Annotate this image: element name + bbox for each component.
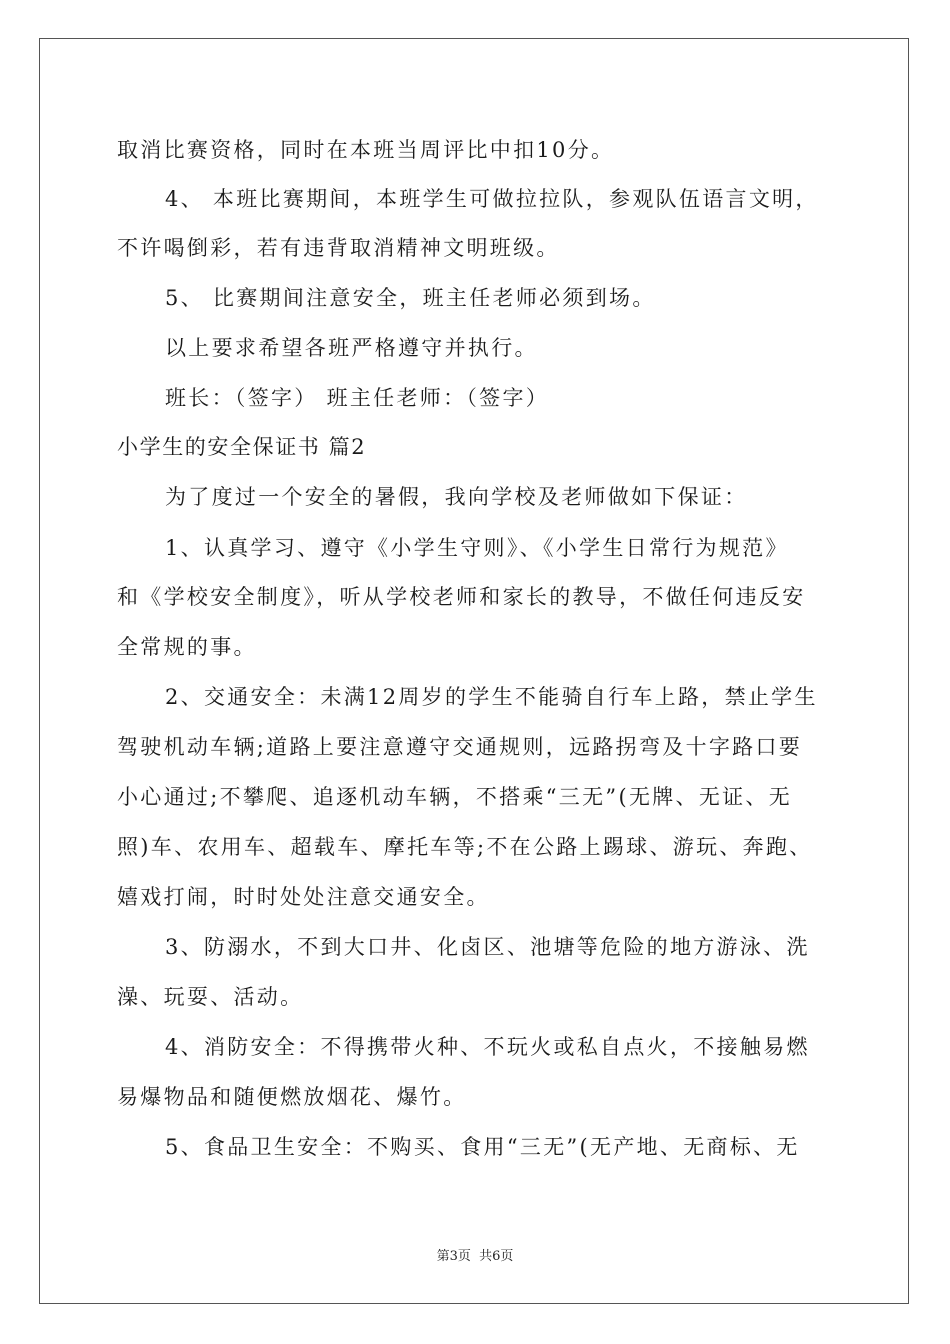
page-border [39, 38, 909, 1304]
text-line: 2、交通安全：未满12周岁的学生不能骑自行车上路，禁止学生 [165, 685, 818, 709]
text-line: 4、消防安全：不得携带火种、不玩火或私自点火，不接触易燃 [165, 1035, 810, 1059]
text-line: 5、食品卫生安全：不购买、食用“三无”(无产地、无商标、无 [165, 1135, 800, 1159]
text-line: 全常规的事。 [117, 635, 257, 659]
text-line: 以上要求希望各班严格遵守并执行。 [165, 336, 538, 360]
text-line: 3、防溺水，不到大口井、化卤区、池塘等危险的地方游泳、洗 [165, 935, 810, 959]
section-heading: 小学生的安全保证书 篇2 [117, 435, 367, 459]
text-line: 不许喝倒彩，若有违背取消精神文明班级。 [117, 236, 560, 260]
text-line: 1、认真学习、遵守《小学生守则》、《小学生日常行为规范》 [165, 536, 789, 560]
text-line: 嬉戏打闹，时时处处注意交通安全。 [117, 885, 490, 909]
page-number-footer: 第3页 共6页 [436, 1249, 514, 1264]
text-line: 易爆物品和随便燃放烟花、爆竹。 [117, 1085, 467, 1109]
text-line: 4、 本班比赛期间，本班学生可做拉拉队，参观队伍语言文明， [165, 187, 819, 211]
text-line: 取消比赛资格，同时在本班当周评比中扣10分。 [117, 138, 615, 162]
text-line: 照)车、农用车、超载车、摩托车等;不在公路上踢球、游玩、奔跑、 [117, 835, 813, 859]
text-line: 澡、玩耍、活动。 [117, 985, 304, 1009]
text-line: 为了度过一个安全的暑假，我向学校及老师做如下保证： [165, 485, 748, 509]
text-line: 和《学校安全制度》，听从学校老师和家长的教导，不做任何违反安 [117, 585, 806, 609]
text-line: 小心通过;不攀爬、追逐机动车辆，不搭乘“三无”(无牌、无证、无 [117, 785, 793, 809]
text-line: 5、 比赛期间注意安全，班主任老师必须到场。 [165, 286, 656, 310]
text-line: 驾驶机动车辆;道路上要注意遵守交通规则，远路拐弯及十字路口要 [117, 735, 803, 759]
text-line: 班长：（签字） 班主任老师：（签字） [165, 386, 550, 410]
